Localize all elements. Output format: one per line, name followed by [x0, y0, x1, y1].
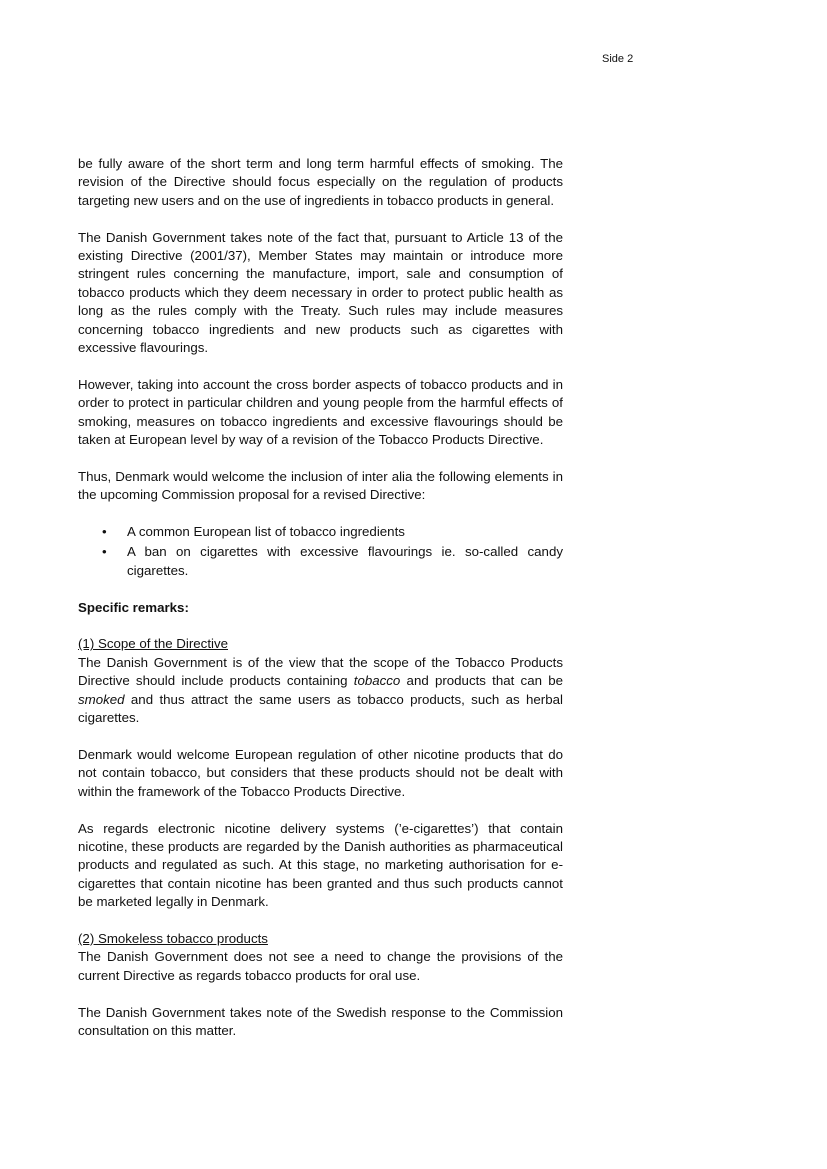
section-2-smokeless: [78, 930, 563, 985]
emphasis-smoked: smoked: [78, 691, 125, 707]
section-1-scope: [78, 635, 563, 727]
section-2-heading: (2) Smokeless tobacco products: [78, 930, 268, 946]
section-1-text-part: and products that can be: [400, 673, 563, 689]
specific-remarks-heading: Specific remarks:: [78, 599, 189, 615]
document-body: [78, 155, 563, 1059]
paragraph-nicotine-products: Denmark would welcome European regulation of other nicotine products that do not contain tobacco, but considers that these products should not be dealt with within the framework of the Tobacco Products Directive.: [78, 746, 563, 799]
paragraph-continuation: be fully aware of the short term and long term harmful effects of smoking. The revision of the Directive should focus especially on the regulation of products targeting new users and on the use of ingredients in tobacco products in general.: [78, 156, 563, 208]
section-1-text-part: The Danish Government is of the view that the scope of the Tobacco Products Directive should include products containing: [78, 654, 563, 689]
list-item: [78, 523, 563, 541]
bullet-icon: •: [102, 524, 107, 540]
emphasis-tobacco: tobacco: [353, 673, 401, 689]
paragraph-article-13: The Danish Government takes note of the fact that, pursuant to Article 13 of the existing Directive (2001/37), Member States may maintain or introduce more stringent rules concerning the manufacture, import, sale and consumption of tobacco products which they deem necessary in order to protect public health as long as the rules comply with the Treaty. Such rules may include measures concerning tobacco ingredients and new products such as cigarettes with excessive flavourings.: [78, 229, 563, 356]
bullet-icon: •: [102, 544, 107, 560]
list-item-text: A common European list of tobacco ingredients: [127, 524, 405, 540]
list-item: [78, 543, 563, 580]
section-2-text: The Danish Government does not see a need to change the provisions of the current Directive as regards tobacco products for oral use.: [78, 949, 563, 983]
paragraph-e-cigarettes: As regards electronic nicotine delivery systems (’e-cigarettes’) that contain nicotine, these products are regarded by the Danish authorities as pharmaceutical products and regulated as such. At this stage, no marketing authorisation for e-cigarettes that contain nicotine has been granted and thus such products cannot be marketed legally in Denmark.: [78, 820, 563, 910]
proposal-elements-list: [78, 523, 563, 580]
section-1-heading: (1) Scope of the Directive: [78, 636, 229, 652]
section-1-text-part: and thus attract the same users as tobacco products, such as herbal cigarettes.: [78, 691, 563, 726]
paragraph-welcome-inclusion: Thus, Denmark would welcome the inclusion of inter alia the following elements in the upcoming Commission proposal for a revised Directive:: [78, 468, 563, 503]
list-item-text: A ban on cigarettes with excessive flavourings ie. so-called candy cigarettes.: [127, 544, 563, 578]
paragraph-cross-border: However, taking into account the cross border aspects of tobacco products and in order to protect in particular children and young people from the harmful effects of smoking, measures on tobacco ingredients and excessive flavourings should be taken at European level by way of a revision of the Tobacco Products Directive.: [78, 376, 563, 448]
page-number: Side 2: [602, 53, 634, 65]
paragraph-swedish-response: The Danish Government takes note of the Swedish response to the Commission consultation on this matter.: [78, 1004, 563, 1038]
